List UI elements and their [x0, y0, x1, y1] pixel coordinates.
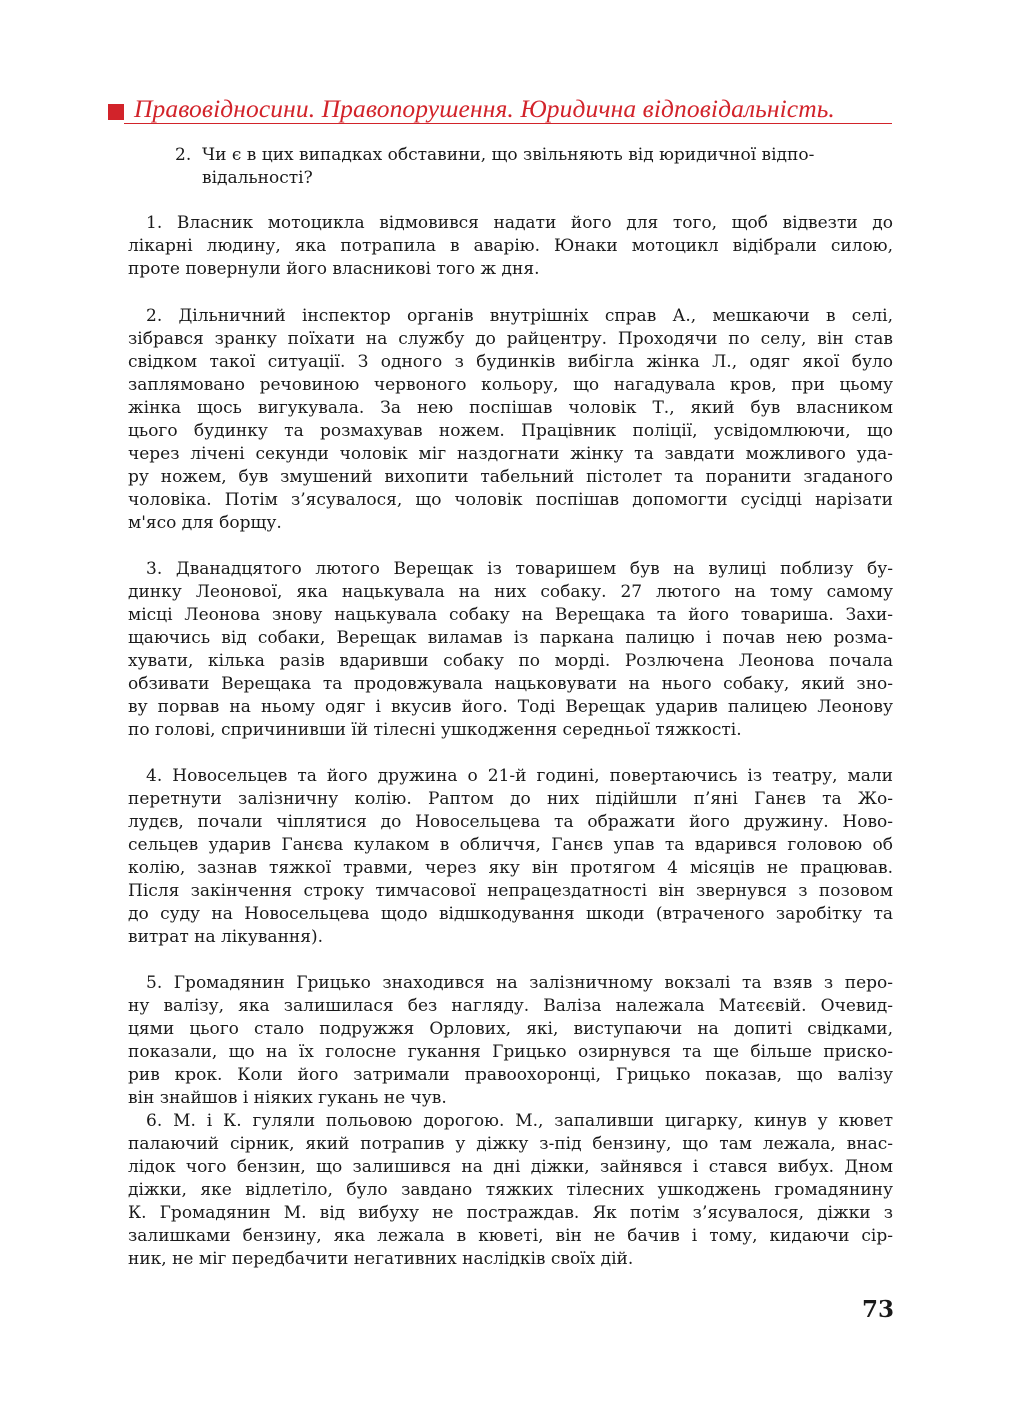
question-line: Чи є в цих випадках обставини, що звільняють від юридичної відпо-	[202, 145, 815, 165]
text-line: залишками бензину, яка лежала в кюветі, він не бачив і тому, кидаючи сір-	[128, 1226, 893, 1246]
text-line: цями цього стало подружжя Орлових, які, виступаючи на допиті свідками,	[128, 1019, 893, 1039]
task-question	[175, 144, 891, 190]
text-line: 4. Новосельцев та його дружина о 21-й годині, повертаючись із театру, мали	[146, 766, 893, 786]
text-line: по голові, спричинивши їй тілесні ушкодження середньої тяжкості.	[128, 720, 742, 740]
text-line: через лічені секунди чоловік міг наздогнати жінку та завдати можливого уда-	[128, 444, 893, 464]
question-line: відальності?	[202, 168, 313, 188]
case-paragraph-1	[128, 212, 893, 281]
case-paragraph-2	[128, 305, 893, 535]
text-line: чоловіка. Потім з’ясувалося, що чоловік поспішав допомогти сусідці нарізати	[128, 490, 893, 510]
text-line: динку Леонової, яка нацькувала на них собаку. 27 лютого на тому самому	[128, 582, 893, 602]
text-line: лікарні людину, яка потрапила в аварію. Юнаки мотоцикл відібрали силою,	[128, 236, 893, 256]
text-line: м'ясо для борщу.	[128, 513, 282, 533]
text-line: цього будинку та розмахував ножем. Працівник поліції, усвідомлюючи, що	[128, 421, 893, 441]
text-line: діжки, яке відлетіло, було завдано тяжких тілесних ушкоджень громадянину	[128, 1180, 893, 1200]
text-line: палаючий сірник, який потрапив у діжку з-під бензину, що там лежала, внас-	[128, 1134, 893, 1154]
text-line: ру ножем, був змушений вихопити табельний пістолет та поранити згаданого	[128, 467, 893, 487]
text-line: К. Громадянин М. від вибуху не постраждав. Як потім з’ясувалося, діжки з	[128, 1203, 893, 1223]
running-header	[108, 94, 892, 126]
text-line: лідок чого бензин, що залишився на дні діжки, зайнявся і стався вибух. Дном	[128, 1157, 893, 1177]
text-line: лудєв, почали чіплятися до Новосельцева та ображати його дружину. Ново-	[128, 812, 893, 832]
header-rule	[124, 123, 892, 124]
text-line: щаючись від собаки, Верещак виламав із паркана палицю і почав нею розма-	[128, 628, 893, 648]
text-line: показали, що на їх голосне гукання Грицько озирнувся та ще більше приско-	[128, 1042, 893, 1062]
text-line: колію, зазнав тяжкої травми, через яку він протягом 4 місяців не працював.	[128, 858, 893, 878]
page-number: 73	[861, 1296, 894, 1323]
text-line: свідком такої ситуації. З одного з будинків вибігла жінка Л., одяг якої було	[128, 352, 893, 372]
text-line: він знайшов і ніяких гукань не чув.	[128, 1088, 447, 1108]
text-line: 1. Власник мотоцикла відмовився надати його для того, щоб відвезти до	[146, 213, 893, 233]
text-line: ву порвав на ньому одяг і вкусив його. Тоді Верещак ударив палицею Леонову	[128, 697, 893, 717]
question-number: 2.	[175, 145, 192, 165]
text-line: ник, не міг передбачити негативних наслідків своїх дій.	[128, 1249, 634, 1269]
text-line: до суду на Новосельцева щодо відшкодування шкоди (втраченого заробітку та	[128, 904, 893, 924]
text-line: 2. Дільничний інспектор органів внутрішніх справ А., мешкаючи в селі,	[146, 306, 893, 326]
text-line: обзивати Верещака та продовжувала нацьковувати на нього собаку, який зно-	[128, 674, 893, 694]
text-line: рив крок. Коли його затримали правоохоронці, Грицько показав, що валізу	[128, 1065, 893, 1085]
case-paragraph-6	[128, 1110, 893, 1271]
text-line: 6. М. і К. гуляли польовою дорогою. М., запаливши цигарку, кинув у кювет	[146, 1111, 893, 1131]
text-line: витрат на лікування).	[128, 927, 323, 947]
text-line: сельцев ударив Ганєва кулаком в обличчя, Ганєв упав та вдарився головою об	[128, 835, 893, 855]
text-line: перетнути залізничну колію. Раптом до них підійшли п’яні Ганєв та Жо-	[128, 789, 893, 809]
text-line: хувати, кілька разів вдаривши собаку по морді. Розлючена Леонова почала	[128, 651, 893, 671]
text-line: зібрався зранку поїхати на службу до райцентру. Проходячи по селу, він став	[128, 329, 893, 349]
text-line: заплямовано речовиною червоного кольору, що нагадувала кров, при цьому	[128, 375, 893, 395]
text-line: ну валізу, яка залишилася без нагляду. Валіза належала Матєєвій. Очевид-	[128, 996, 893, 1016]
text-line: жінка щось вигукувала. За нею поспішав чоловік Т., який був власником	[128, 398, 893, 418]
chapter-title: Правовідносини. Правопорушення. Юридична відповідальність.	[134, 94, 835, 123]
text-line: 5. Громадянин Грицько знаходився на залізничному вокзалі та взяв з перо-	[146, 973, 893, 993]
text-line: проте повернули його власникові того ж дня.	[128, 259, 540, 279]
header-marker-square	[108, 104, 124, 120]
case-paragraph-5	[128, 972, 893, 1110]
text-line: місці Леонова знову нацькувала собаку на Верещака та його товариша. Захи-	[128, 605, 893, 625]
text-line: Після закінчення строку тимчасової непрацездатності він звернувся з позовом	[128, 881, 893, 901]
text-line: 3. Дванадцятого лютого Верещак із товаришем був на вулиці поблизу бу-	[146, 559, 893, 579]
case-paragraph-3	[128, 558, 893, 742]
case-paragraph-4	[128, 765, 893, 949]
